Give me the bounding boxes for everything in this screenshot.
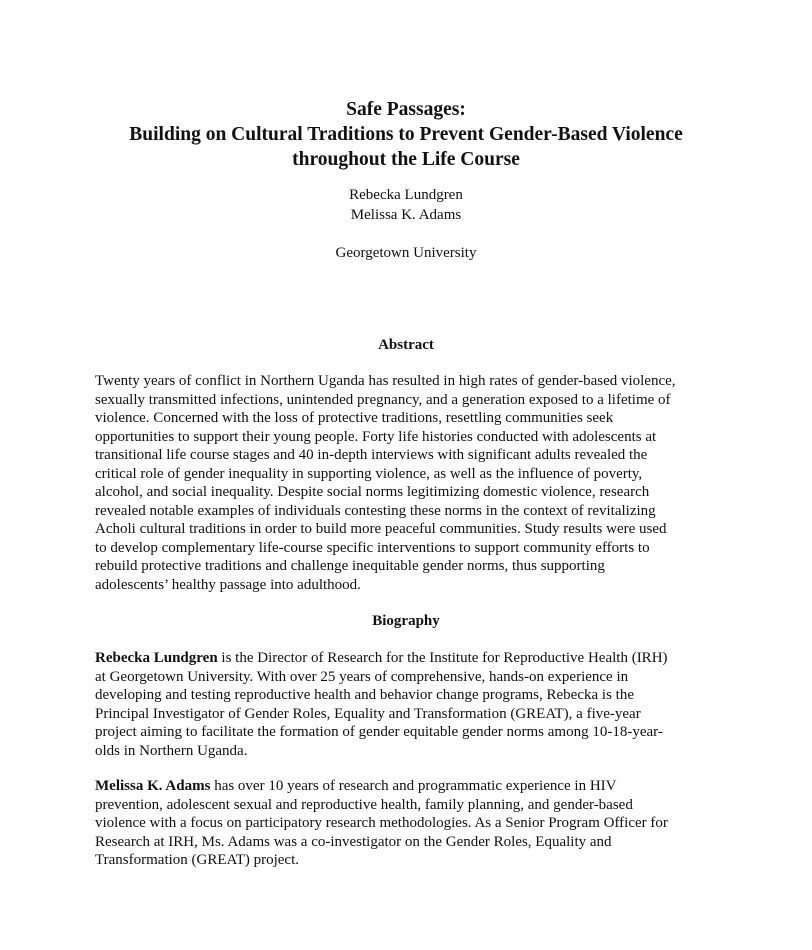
abstract-line: alcohol, and social inequality. Despite social norms legitimizing domestic violence, research [95,484,650,500]
author-name: Rebecka Lundgren [349,187,463,203]
author-affiliation: Georgetown University [335,245,477,261]
biography-line: developing and testing reproductive health and behavior change programs, Rebecka is the [95,687,634,703]
biography-line: Research at IRH, Ms. Adams was a co-investigator on the Gender Roles, Equality and [95,833,612,850]
author-name: Melissa K. Adams [350,207,462,223]
biography-line: prevention, adolescent sexual and reproductive health, family planning, and gender-based [95,796,633,813]
title-line: throughout the Life Course [292,149,520,170]
abstract-line: revealed notable examples of individuals contesting these norms in the context of revitalizing [95,502,656,519]
biography-name: Rebecka Lundgren [95,650,218,666]
biography-line: Principal Investigator of Gender Roles, Equality and Transformation (GREAT), a five-year [95,705,641,722]
title-line: Safe Passages: [346,99,466,120]
abstract-line: violence. Concerned with the loss of protective traditions, resettling communities seek [95,410,614,426]
biography-line: olds in Northern Uganda. [95,742,248,759]
biography-line: at Georgetown University. With over 25 years of comprehensive, hands-on experience in [95,668,629,685]
abstract-line: Twenty years of conflict in Northern Uganda has resulted in high rates of gender-based violence, [95,373,676,389]
abstract-line: sexually transmitted infections, unintended pregnancy, and a generation exposed to a lifetime of [95,391,671,408]
title-line: Building on Cultural Traditions to Prevent Gender-Based Violence [129,124,683,145]
paper-title [60,97,752,172]
abstract-line: adolescents’ healthy passage into adulthood. [95,576,361,593]
biography-text: has over 10 years of research and programmatic experience in HIV [210,778,617,794]
abstract-line: critical role of gender inequality in supporting violence, as well as the influence of poverty, [95,465,643,482]
biography-entry-adams [95,777,721,870]
abstract-line: transitional life course stages and 40 in-depth interviews with significant adults revealed the [95,447,648,463]
abstract-line: opportunities to support their young people. Forty life histories conducted with adolescents at [95,428,657,445]
biography-entry-lundgren [95,649,721,760]
biography-heading: Biography [372,613,440,629]
biography-line: project aiming to facilitate the formation of gender equitable gender norms among 10-18-year- [95,724,663,740]
author-list [60,185,752,225]
biography-line: violence with a focus on participatory research methodologies. As a Senior Program Officer for [95,815,668,831]
abstract-heading: Abstract [378,337,434,353]
abstract-line: Acholi cultural traditions in order to build more peaceful communities. Study results were used [95,521,667,537]
abstract-body [95,372,721,594]
biography-line [95,777,721,796]
abstract-line: rebuild protective traditions and challenge inequitable gender norms, thus supporting [95,558,605,574]
biography-line [95,649,721,668]
biography-text: is the Director of Research for the Institute for Reproductive Health (IRH) [217,650,668,666]
biography-name: Melissa K. Adams [95,778,211,794]
biography-line: Transformation (GREAT) project. [95,852,299,868]
abstract-line: to develop complementary life-course specific interventions to support community efforts to [95,539,650,556]
